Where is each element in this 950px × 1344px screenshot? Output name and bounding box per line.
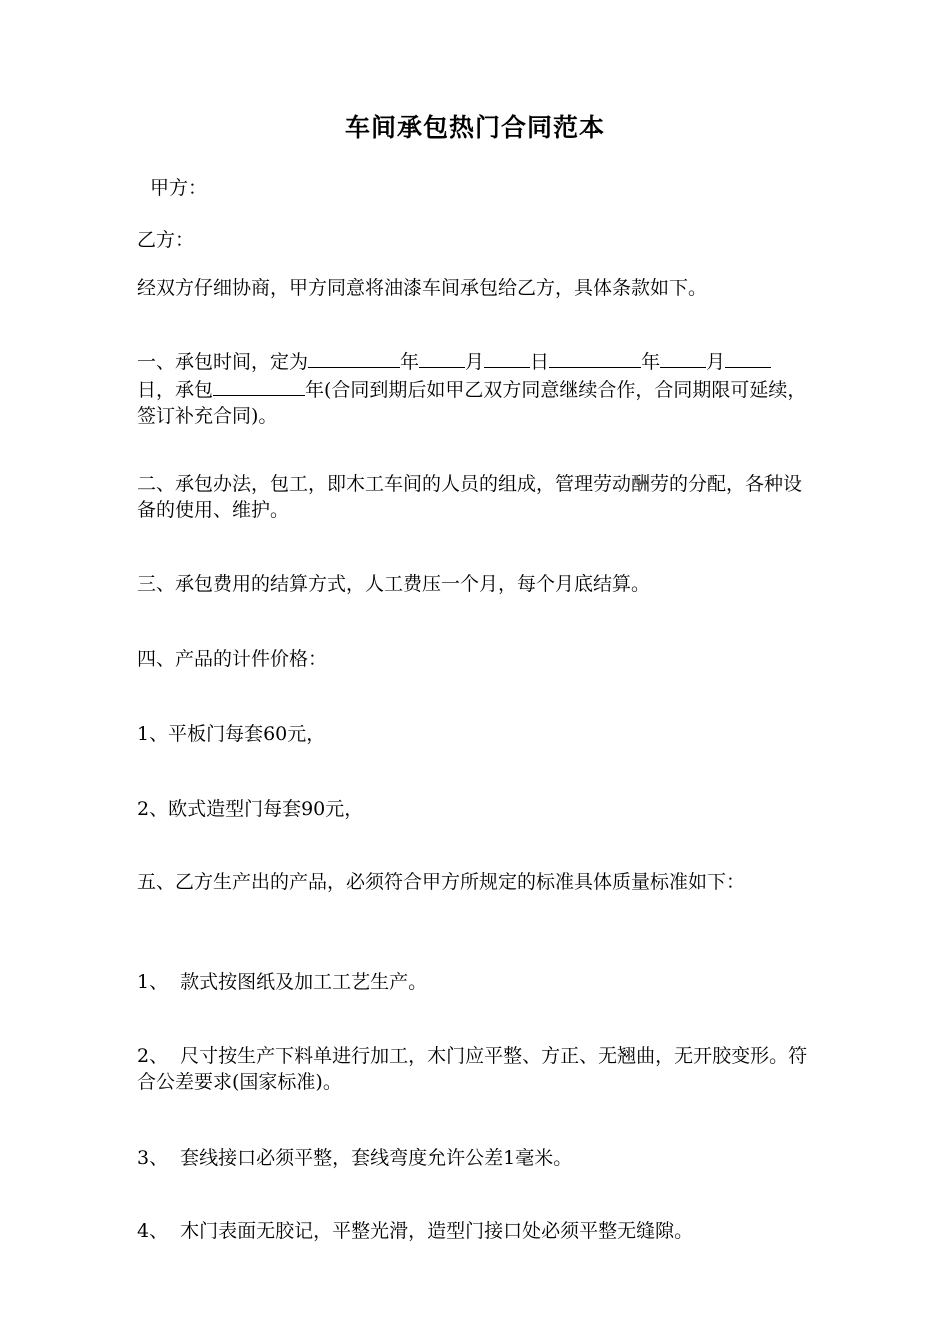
intro-paragraph: 经双方仔细协商，甲方同意将油漆车间承包给乙方，具体条款如下。 bbox=[137, 277, 708, 299]
party-a-label: 甲方： bbox=[150, 177, 208, 199]
price-item-1: 1、平板门每套60元， bbox=[137, 723, 326, 745]
clause-3-settlement: 三、承包费用的结算方式，人工费压一个月，每个月底结算。 bbox=[137, 573, 651, 595]
blank-field bbox=[725, 347, 771, 368]
blank-field bbox=[484, 347, 530, 368]
clause-1-day-1: 日 bbox=[530, 351, 550, 373]
clause-2-method: 二、承包办法，包工，即木工车间的人员的组成，管理劳动酬劳的分配，各种设备的使用、维护。 bbox=[137, 473, 803, 521]
document-title: 车间承包热门合同范本 bbox=[344, 113, 605, 142]
clause-1-day-2: 日，承包 bbox=[137, 379, 214, 401]
blank-field bbox=[549, 347, 641, 368]
blank-field bbox=[213, 375, 305, 396]
clause-1-year-1: 年 bbox=[400, 351, 420, 373]
clause-4-pricing: 四、产品的计件价格： bbox=[137, 648, 328, 670]
clause-1-term bbox=[137, 347, 817, 429]
clause-1-prefix: 一、承包时间，定为 bbox=[137, 351, 309, 373]
clause-1-tail: 年(合同到期后如甲乙双方同意继续合作，合同期限可延续，签订补充合同)。 bbox=[137, 379, 807, 427]
price-item-2: 2、欧式造型门每套90元， bbox=[137, 798, 364, 820]
clause-1-month-1: 月 bbox=[465, 351, 485, 373]
quality-item-2: 2、 尺寸按生产下料单进行加工，木门应平整、方正、无翘曲，无开胶变形。符合公差要求(国家标准)。 bbox=[137, 1045, 808, 1093]
clause-1-year-2: 年 bbox=[641, 351, 661, 373]
clause-5-quality: 五、乙方生产出的产品，必须符合甲方所规定的标准具体质量标准如下： bbox=[137, 871, 746, 893]
blank-field bbox=[308, 347, 400, 368]
blank-field bbox=[660, 347, 706, 368]
clause-1-month-2: 月 bbox=[706, 351, 726, 373]
blank-field bbox=[419, 347, 465, 368]
quality-item-3: 3、 套线接口必须平整，套线弯度允许公差1毫米。 bbox=[137, 1147, 573, 1169]
quality-item-4: 4、 木门表面无胶记，平整光滑，造型门接口处必须平整无缝隙。 bbox=[137, 1220, 694, 1242]
quality-item-1: 1、 款式按图纸及加工工艺生产。 bbox=[137, 971, 428, 993]
party-b-label: 乙方： bbox=[137, 229, 195, 251]
